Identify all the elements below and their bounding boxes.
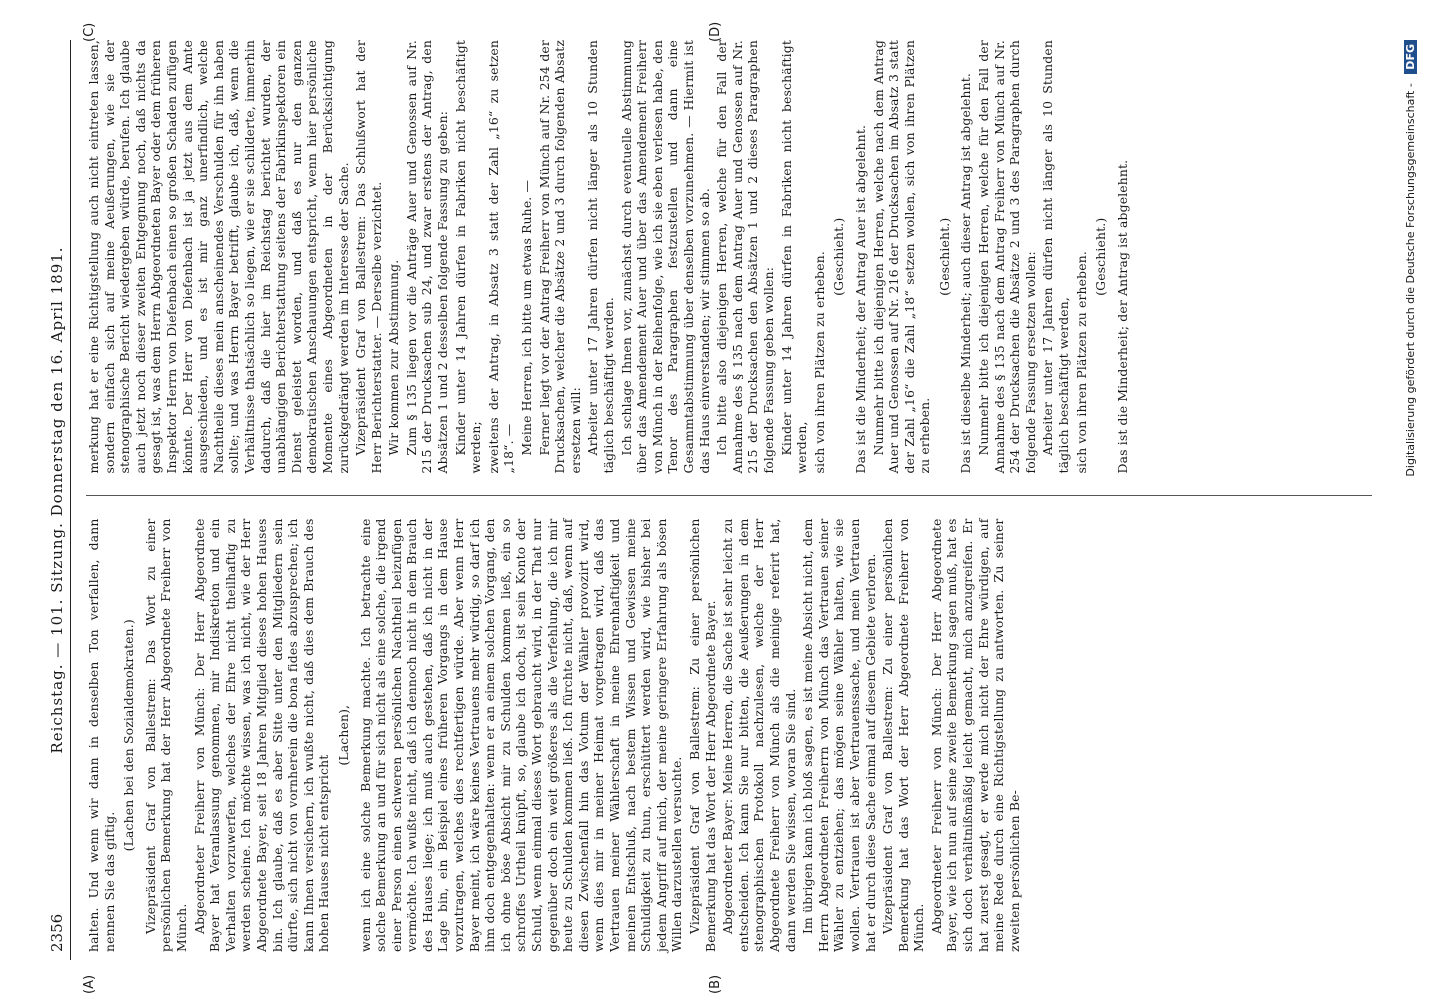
running-head (44, 40, 71, 960)
paragraph: Das ist die Minderheit; der Antrag Auer ist abgelehnt. (852, 124, 868, 474)
right-column (86, 40, 1372, 474)
paragraph: wenn ich eine solche Bemerkung machte. Ich betrachte eine solche Bemerkung an und für sich nicht als eine solche, die irgend einer Person einen schweren persönlichen Nachtheil beizufügen vermöchte. Ich wußte nicht, daß ich dennoch nicht in dem Brauch des Hauses liege; ich muß auch gestehen, daß ich nicht in der Lage bin, ein Beispiel eines früheren Vorgangs in dem Hause vorzutragen, welches dies rechtfertigen würde. Aber wenn Herr Bayer meint, ich wäre keines Vertrauens mehr würdig, so darf ich ihm doch entgegenhalten: wenn er an einem solchen Vorgang, den ich ohne böse Absicht mir zu Schulden kommen ließ, ein so schroffes Urtheil knüpft, so, glaube ich doch, ist sein Konto der Schuld, wenn einmal dieses Wort gebraucht wird, in der That nur gegenüber doch ein weit größeres als die Verfehlung, die ich mir heute zu Schulden kommen ließ. Ich fürchte nicht, daß, wenn auf diesen Zwischenfall hin das Votum der Wähler provozirt wird, wenn dies mir in meiner Heimat vorgetragen wird, daß das Vertrauen meiner Wählerschaft in meine Ehrenhaftigkeit und meinen Entschluß, nach bestem Wissen und Gewissen meine Schuldigkeit zu thun, erschüttert werden wird, wie bisher bei jedem Angriff auf mich, der meine geringere Erfahrung als bösen Willen darzustellen versuchte. (357, 518, 685, 952)
paragraph: Vizepräsident Graf von Ballestrem: Das Wort zu einer persönlichen Bemerkung hat der Herr Abgeordnete Freiherr von Münch. (142, 518, 189, 952)
margin-marker-c: (C) (82, 22, 97, 42)
paragraph: Kinder unter 14 Jahren dürfen in Fabriken nicht beschäftigt werden; (452, 40, 484, 474)
paragraph: Vizepräsident Graf von Ballestrem: Zu einer persönlichen Bemerkung hat das Wort der Herr Abgeordnete Bayer. (686, 518, 718, 952)
paragraph: (Geschieht.) (831, 217, 847, 296)
footer-credit: Digitalisierung gefördert durch die Deutsche Forschungsgemeinschaft - (1404, 83, 1417, 477)
digitization-footer (1404, 40, 1424, 960)
paragraph: Ferner liegt vor der Antrag Freiherr von Münch auf Nr. 254 der Drucksachen, welcher die Absätze 2 und 3 durch folgenden Absatz ersetzen will: (536, 40, 583, 474)
paragraph: (Geschieht.) (936, 217, 952, 296)
paragraph: Wir kommen zur Abstimmung. (386, 259, 402, 456)
paragraph: Das ist die Minderheit; der Antrag ist abgelehnt. (1114, 159, 1130, 474)
paragraph: Vizepräsident Graf von Ballestrem: Das Schlußwort hat der Herr Berichterstatter. — Derselbe verzichtet. (353, 40, 384, 474)
page-number: 2356 (48, 913, 66, 952)
paragraph: Abgeordneter Freiherr von Münch: Der Herr Abgeordnete Bayer, wie ich nun auf seine zweite Bemerkung sagen muß, hat es sich doch verhältnißmäßig leicht gemacht, mich anzugreifen. Er hat zuerst gesagt, er werde mich nicht der Ehre würdigen, auf meine Rede durch eine Richtigstellung zu antworten. Zu seiner zweiten persönlichen Be- (928, 518, 1022, 952)
text-columns (86, 40, 1372, 952)
paragraph: Arbeiter unter 17 Jahren dürfen nicht länger als 10 Stunden täglich beschäftigt werden, (1040, 40, 1072, 474)
paragraph: zweitens der Antrag, in Absatz 3 statt der Zahl „16“ zu setzen „18“. — (485, 40, 517, 474)
paragraph: sich von ihren Plätzen zu erheben. (811, 251, 827, 474)
paragraph: (Lachen), (335, 704, 351, 766)
paragraph: Ich schlage Ihnen vor, zunächst durch eventuelle Abstimmung über das Amendement Auer und über das Amendement Freiherr von Münch in der Reihenfolge, wie ich sie eben verlesen habe, den Tenor des Paragraphen festzustellen und dann eine Gesammtabstimmung über denselben vorzunehmen. — Hiermit ist das Haus einverstanden; wir stimmen so ab. (618, 40, 712, 474)
paragraph: Abgeordneter Freiherr von Münch: Der Herr Abgeordnete Bayer hat Veranlassung genommen, mir Indiskretion und ein Verhalten vorzuwerfen, welches der Ehre nicht theilhaftig zu werden scheine. Ich möchte wissen, was ich nicht, wie der Herr Abgeordnete Bayer, seit 18 Jahren Mitglied dieses hohen Hauses bin. Ich glaube, daß es aber Sitte unter den Mitgliedern sein dürfte, sich nicht von vornherein die bona fides abzusprechen; ich kann Ihnen versichern, ich wußte nicht, daß dies dem Brauch des hohen Hauses nicht entspricht (191, 518, 332, 952)
paragraph: Nunmehr bitte ich diejenigen Herren, welche nach dem Antrag Auer und Genossen auf Nr. 216 der Drucksachen im Absatz 3 statt der Zahl „16“ die Zahl „18“ setzen wollen, sich von ihren Plätzen zu erheben. (870, 40, 933, 474)
paragraph: (Geschieht.) (1093, 217, 1109, 296)
column-divider (86, 496, 1372, 497)
paragraph: Im übrigen kann ich bloß sagen, es ist meine Absicht nicht, dem Herrn Abgeordneten Freiherrn von Münch das Vertrauen seiner Wähler zu entziehen; das mögen seine Wähler halten, wie sie wollen. Vertrauen ist aber Vertrauenssache, und mein Vertrauen hat er durch diese Sache einmal auf diesem Gebiete verloren. (800, 518, 878, 952)
left-column (86, 519, 1372, 953)
paragraph: halten. Und wenn wir dann in denselben Ton verfallen, dann nennen Sie das giftig. (86, 518, 117, 952)
paragraph: (Lachen bei den Sozialdemokraten.) (121, 619, 137, 852)
paragraph: Zum § 135 liegen vor die Anträge Auer und Genossen auf Nr. 215 der Drucksachen sub 24, und zwar erstens der Antrag, den Absätzen 1 und 2 desselben folgende Fassung zu geben: (403, 40, 451, 474)
margin-marker-d: (D) (708, 21, 723, 42)
paragraph: sich von ihren Plätzen zu erheben. (1073, 251, 1089, 474)
paragraph: Abgeordneter Bayer: Meine Herren, die Sache ist sehr leicht zu entscheiden. Ich kann Sie nur bitten, die Aeußerungen in dem stenographischen Protokoll nachzulesen, welche der Herr Abgeordnete Freiherr von Münch als die meinige referirt hat, dann werden Sie wissen, woran Sie sind. (720, 518, 798, 952)
paragraph: merkung hat er eine Richtigstellung auch nicht eintreten lassen, sondern einfach sich auf meine Aeußerungen, wie sie der stenographische Bericht wiedergeben würde, berufen. Ich glaube auch jetzt noch dieser zweiten Entgegnung noch, daß nichts da gesagt ist, was dem Herrn Abgeordneten Bayer oder dem früheren Inspektor Herrn von Diefenbach einen so großen Schaden zufügen könnte. Der Herr von Diefenbach ist ja jetzt aus dem Amte ausgeschieden, und es ist mir ganz unerfindlich, welche Nachtheile dieses mein anscheinendes Verschulden für ihn haben sollte; und was Herrn Bayer betrifft, glaube ich, daß, wenn die Verhältnisse thatsächlich so liegen, wie er sie schilderte, immerhin dadurch, daß die hier im Reichstag berichtet wurden, der unabhängigen Berichterstattung seitens der Fabrikinspektoren ein Dienst geleistet worden, und daß es nur den ganzen demokratischen Anschauungen entspricht, wenn hier persönliche Momente eines Abgeordneten in der Berücksichtigung zurückgedrängt werden im Interesse der Sache. (86, 40, 351, 474)
paragraph: Nunmehr bitte ich diejenigen Herren, welche für den Fall der Annahme des § 135 nach dem Antrag Freiherr von Münch auf Nr. 254 der Drucksachen die Absätze 2 und 3 des Paragraphen durch folgende Fassung ersetzen wollen: (976, 40, 1038, 474)
paragraph: Kinder unter 14 Jahren dürfen in Fabriken nicht beschäftigt werden, (778, 40, 810, 474)
page-title: Reichstag. — 101. Sitzung. Donnerstag den 16. April 1891. (48, 246, 66, 754)
paragraph: Arbeiter unter 17 Jahren dürfen nicht länger als 10 Stunden täglich beschäftigt werden. (585, 40, 616, 474)
margin-marker-b: (B) (708, 974, 723, 994)
paragraph: Ich bitte also diejenigen Herren, welche für den Fall der Annahme des § 135 nach dem Antrag Auer und Genossen auf Nr. 215 der Drucksachen den Absätzen 1 und 2 dieses Paragraphen folgende Fassung geben wollen: (714, 40, 776, 474)
paragraph: Das ist dieselbe Minderheit; auch dieser Antrag ist abgelehnt. (958, 72, 974, 474)
dfg-logo: DFG (1404, 40, 1417, 74)
paragraph: Vizepräsident Graf von Ballestrem: Zu einer persönlichen Bemerkung hat das Wort der Herr Abgeordnete Freiherr von Münch. (880, 518, 927, 952)
margin-marker-a: (A) (82, 974, 97, 994)
paragraph: Meine Herren, ich bitte um etwas Ruhe. — (519, 179, 535, 456)
